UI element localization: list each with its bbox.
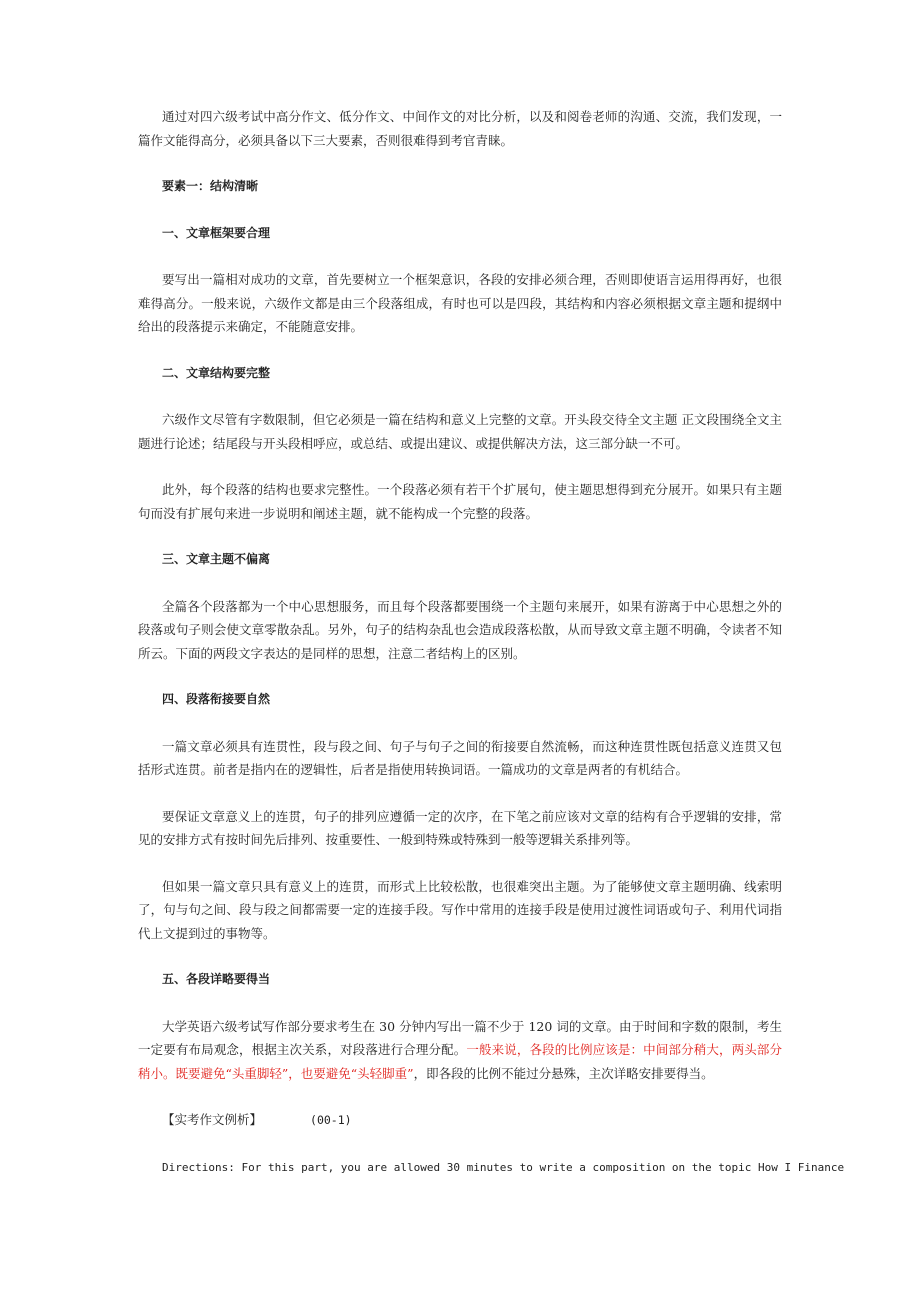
section-2-paragraph-2: 此外，每个段落的结构也要求完整性。一个段落必须有若干个扩展句，使主题思想得到充分展开。如果只有主题句而没有扩展句来进一步说明和阐述主题，就不能构成一个完整的段落。 [138, 482, 782, 521]
section-4-paragraph-3: 但如果一篇文章只具有意义上的连贯，而形式上比较松散，也很难突出主题。为了能够使文章主题明确、线索明了，句与句之间、段与段之间都需要一定的连接手段。写作中常用的连接手段是使用过渡性词语或句子、利用代词指代上文提到过的事物等。 [138, 878, 782, 941]
section-2-paragraph-1: 六级作文尽管有字数限制，但它必须是一篇在结构和意义上完整的文章。开头段交待全文主题 正文段围绕全文主题进行论述；结尾段与开头段相呼应，或总结、或提出建议、或提供解决方法，这三部分缺一不可。 [138, 412, 782, 451]
section-3-heading: 三、文章主题不偏离 [162, 552, 271, 566]
section-5-heading: 五、各段详略要得当 [162, 972, 271, 986]
intro-paragraph: 通过对四六级考试中高分作文、低分作文、中间作文的对比分析，以及和阅卷老师的沟通、交流，我们发现，一篇作文能得高分，必须具备以下三大要素，否则很难得到考官青睐。 [138, 109, 782, 148]
directions-text: Directions: For this part, you are allowed 30 minutes to write a composition on the topic How I Finance [162, 1160, 845, 1174]
section-4-paragraph-2: 要保证文章意义上的连贯，句子的排列应遵循一定的次序，在下笔之前应该对文章的结构有合乎逻辑的安排，常见的安排方式有按时间先后排列、按重要性、一般到特殊或特殊到一般等逻辑关系排列等。 [138, 808, 782, 847]
example-analysis-line [138, 1108, 782, 1133]
section-4-heading: 四、段落衔接要自然 [162, 692, 271, 706]
example-code: (00-1) [310, 1113, 352, 1127]
section-1-heading: 一、文章框架要合理 [162, 225, 271, 240]
section-5-text-a: 大学英语六级考试写作部分要求考生在 30 分钟内写出一篇不少于 120 词的文章。由于时间和字数的限制，考生一定要有布局观念，根据主次关系，对段落进行合理分配。 [138, 1018, 782, 1057]
section-5-text-b: ，即各段的比例不能过分悬殊，主次详略安排要得当。 [413, 1065, 714, 1081]
section-5-highlight-text: 一般来说，各段的比例应该是：中间部分稍大，两头部分稍小。既要避免“头重脚轻”，也要避免“头轻脚重” [138, 1042, 782, 1081]
section-3-paragraph-1: 全篇各个段落都为一个中心思想服务，而且每个段落都要围绕一个主题句来展开，如果有游离于中心思想之外的段落或句子则会使文章零散杂乱。另外，句子的结构杂乱也会造成段落松散，从而导致文章主题不明确，令读者不知所云。下面的两段文字表达的是同样的思想，注意二者结构上的区别。 [138, 598, 782, 661]
example-label: 【实考作文例析】 [162, 1112, 263, 1127]
document-body [138, 105, 845, 1179]
section-5-paragraph-1 [138, 1015, 782, 1086]
element-one-heading: 要素一：结构清晰 [162, 179, 259, 193]
section-2-heading: 二、文章结构要完整 [162, 365, 271, 380]
section-4-paragraph-1: 一篇文章必须具有连贯性，段与段之间、句子与句子之间的衔接要自然流畅，而这种连贯性既包括意义连贯又包括形式连贯。前者是指内在的逻辑性，后者是指使用转换词语。一篇成功的文章是两者的有机结合。 [138, 738, 782, 777]
section-1-paragraph-1: 要写出一篇相对成功的文章，首先要树立一个框架意识，各段的安排必须合理，否则即使语言运用得再好，也很难得高分。一般来说，六级作文都是由三个段落组成，有时也可以是四段，其结构和内容必须根据文章主题和提纲中给出的段落提示来确定，不能随意安排。 [138, 272, 782, 334]
